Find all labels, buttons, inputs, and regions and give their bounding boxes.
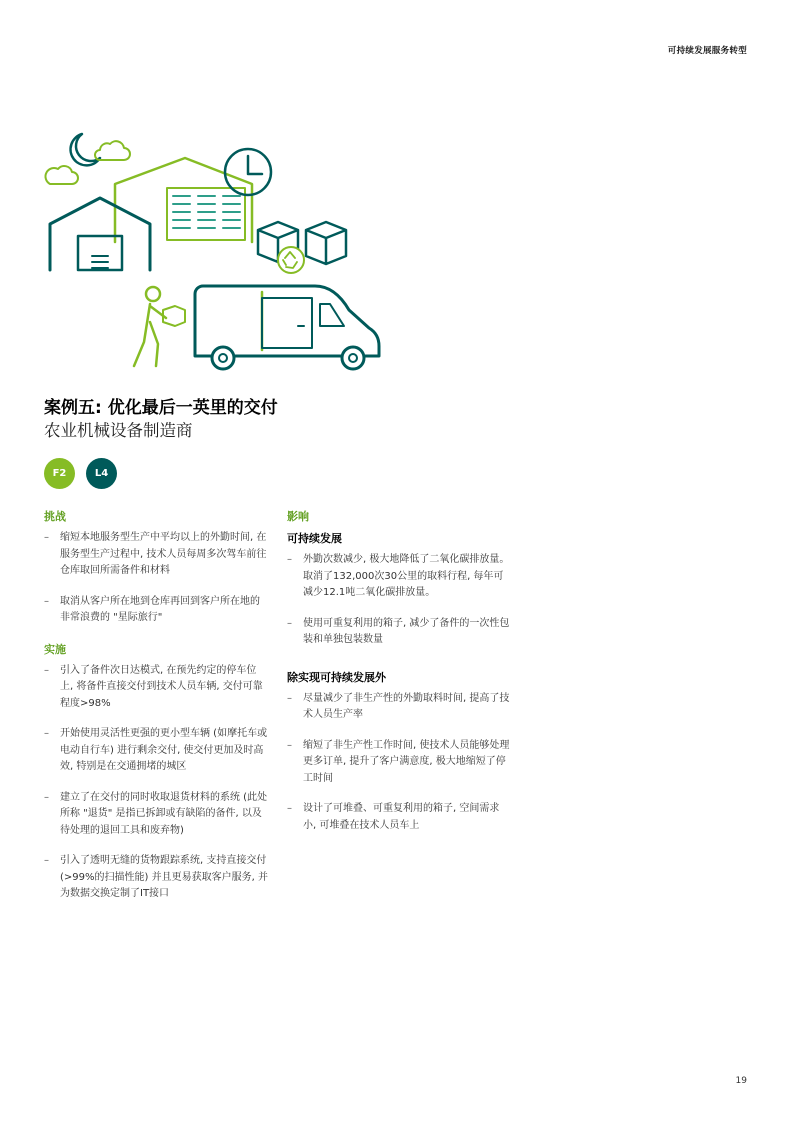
warehouse-icon [50,198,150,270]
logistics-illustration [40,122,390,372]
implementation-list [44,663,269,903]
implementation-heading: 实施 [44,642,66,656]
list-item: – 引入了备件次日达模式, 在预先约定的停车位上, 将备件直接交付到技术人员车辆, 交付可靠程度>98% [44,664,263,709]
box-icon [163,306,185,326]
badge-f2: F2 [44,458,75,489]
case-subtitle: 农业机械设备制造商 [44,421,193,440]
list-item: – 取消从客户所在地到仓库再回到客户所在地的非常浪费的 "星际旅行" [44,595,260,623]
list-item: – 引入了透明无缝的货物跟踪系统, 支持直接交付 (>99%的扫描性能) 并且更易获取客户服务, 并为数据交换定制了IT接口 [44,855,268,899]
challenge-heading: 挑战 [44,510,66,523]
box-icon [306,222,346,264]
list-item: – 使用可重复利用的箱子, 减少了备件的一次性包装和单独包装数量 [287,617,510,645]
list-item: – 设计了可堆叠、可重复利用的箱子, 空间需求小, 可堆叠在技术人员车上 [287,803,500,831]
badge-l4: L4 [86,458,117,489]
list-item: – 建立了在交付的同时收取退货材料的系统 (此处所称 "退货" 是指已拆卸或有缺陷的备件, 以及待处理的退回工具和废弃物) [44,791,268,836]
cloud-icon [46,166,78,184]
person-icon [146,287,160,301]
van-icon [195,286,379,356]
beyond-list [287,691,512,835]
list-item: – 缩短了非生产性工作时间, 使技术人员能够处理更多订单, 提升了客户满意度, 极大地缩短了停工时间 [287,739,510,784]
list-item: – 开始使用灵活性更强的更小型车辆 (如摩托车或电动自行车) 进行剩余交付, 使交付更加及时高效, 特别是在交通拥堵的城区 [44,728,268,772]
recycle-icon [278,247,304,273]
page-number: 19 [735,1076,747,1086]
running-header: 可持续发展服务转型 [667,46,747,56]
list-item: – 尽量减少了非生产性的外勤取料时间, 提高了技术人员生产率 [287,692,510,720]
sustainability-heading: 可持续发展 [287,532,342,545]
moon-icon [71,134,100,165]
list-item: – 外勤次数减少, 极大地降低了二氧化碳排放量。取消了132,000次30公里的取料行程, 每年可减少12.1吨二氧化碳排放量。 [287,554,510,598]
impact-heading: 影响 [287,510,309,523]
list-item: – 缩短本地服务型生产中平均以上的外勤时间, 在服务型生产过程中, 技术人员每周多次驾车前往仓库取回所需备件和材料 [44,532,267,576]
beyond-heading: 除实现可持续发展外 [287,670,386,684]
case-title: 案例五: 优化最后一英里的交付 [44,398,278,418]
right-column [287,508,512,848]
left-column [44,508,269,917]
warehouse-icon [115,158,252,242]
challenge-list [44,530,269,627]
sustainability-list [287,552,512,649]
